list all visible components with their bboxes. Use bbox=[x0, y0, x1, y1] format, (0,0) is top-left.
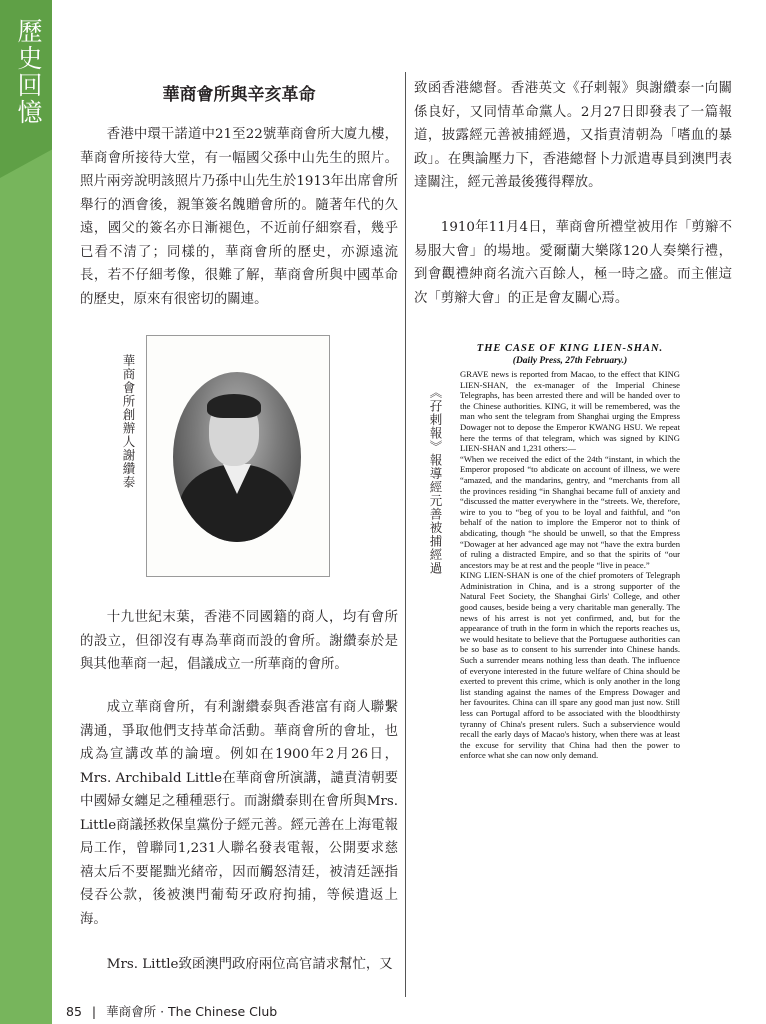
paragraph-founding: 十九世紀末葉，香港不同國籍的商人，均有會所的設立，但卻沒有專為華商而設的會所。謝纘泰於是與其他華商一起，倡議成立一所華商的會所。 bbox=[80, 610, 398, 672]
portrait-image bbox=[173, 372, 301, 542]
sidebar bbox=[0, 0, 52, 1024]
clipping-caption: 《孖剌報》報導經元善被捕經過 bbox=[428, 386, 443, 575]
paragraph-release: 致函香港總督。香港英文《孖剌報》與謝纘泰一向關係良好，又同情革命黨人。2月27日即發表了一篇報道，披露經元善被捕經過，又指責清朝為「嗜血的暴政」。在輿論壓力下，香港總督卜力派遣專員到澳門表達關注，經元善最後獲得釋放。 bbox=[414, 81, 732, 190]
newspaper-clipping bbox=[460, 343, 680, 963]
clipping-source: (Daily Press, 27th February.) bbox=[512, 356, 628, 366]
clipping-title: THE CASE OF KING LIEN-SHAN. bbox=[476, 343, 664, 354]
column-divider bbox=[405, 72, 406, 997]
article-title: 華商會所與辛亥革命 bbox=[162, 85, 316, 105]
photo-caption: 華商會所創辦人謝纘泰 bbox=[121, 354, 136, 489]
founder-photo bbox=[146, 335, 330, 577]
paragraph-reform: 成立華商會所，有利謝纘泰與香港富有商人聯繫溝通，爭取他們支持革命活動。華商會所的會址，也成為宣講改革的論壇。例如在1900年2月26日，Mrs. Archibald Little在華商會所演講，譴責清朝要中國婦女纏足之種種惡行。而謝纘泰則在會所與Mrs. Little商議拯救保皇黨份子經元善。經元善在上海電報局工作，曾聯同1,231人聯名發表電報，公開要求慈禧太后不要罷黜光緒帝，因而觸怒清廷，被清廷誣指侵吞公款，後被澳門葡萄牙政府拘捕，等候遣返上海。 bbox=[80, 700, 398, 927]
clipping-body: GRAVE news is reported from Macao, to the effect that KING LIEN-SHAN, the ex-manager of the Imperial Chinese Telegraphs, has been arrested there and will be handed over to the Chinese authorities. KING, it will be remembered, was the man who sent the telegram from Shanghai urging the Empress Dowager not to depose the Emperor KWANG HSU. We repeat here the terms of that telegram, which was signed by KING LIEN-SHAN and 1,231 others:— “When we received the edict of the 24th “instant, in which the Emperor proposed “to abdicate on account of illness, we were “amazed, and the mandarins, gentry, and “merchants from all the provinces residing “in Shanghai became full of anxiety and “discussed the matter everywhere in the “streets. We, therefore, wire to you to “beg of you to be loyal and faithful, and “on behalf of the nation to implore the Emperor not to think of abdicating, though “he should be unwell, so that the Empress “Dowager at her advanced age may not “have the extra burden of ruling a distracted Empire, and so that the spirits of “our ancestors may be at rest and the people “live in peace.” KING LIEN-SHAN is one of the chief promoters of Telegraph Administration in China, and is a strong supporter of the Natural Feet Society, the Shanghai Girls' College, and other good causes, beside being a very charitable man generally. The news of his arrest is not yet confirmed, and, but for the appearance of truth in the form in which the reports reaches us, we would hesitate to believe that the Portuguese authorities can be so base as to consent to his surrender into Chinese hands. Such a surrender means nothing less than death. The influence of everyone interested in the future welfare of China should be exerted to prevent this crime, which is only another in the long list standing against the names of the Empress Dowager and her favourites. China can ill spare any good man just now. Still less can Portugal afford to be associated with the bloodthirsty tyranny of China's present rulers. Such a subservience would recall the early days of Macao's history, when there was at least the excuse for servility that China had then the power to enforce what she can now only demand. bbox=[460, 369, 680, 761]
paragraph-intro: 香港中環干諾道中21至22號華商會所大廈九樓，華商會所接待大堂，有一幅國父孫中山先生的照片。照片兩旁說明該照片乃孫中山先生於1913年出席會所舉行的酒會後，親筆簽名餽贈會所的。隨著年代的久遠，國父的簽名亦日漸褪色，不近前仔細察看，幾乎已看不清了；同樣的，華商會所的歷史，亦源遠流長，若不仔細考像，很難了解，華商會所與中國革命的歷史，原來有很密切的關連。 bbox=[80, 127, 398, 307]
page-footer bbox=[66, 1002, 277, 1020]
paragraph-continued: Mrs. Little致函澳門政府兩位高官請求幫忙，又 bbox=[106, 957, 393, 972]
footer-separator: | bbox=[91, 1004, 97, 1019]
publication-name: 華商會所 · The Chinese Club bbox=[106, 1004, 278, 1019]
page-number: 85 bbox=[66, 1004, 82, 1019]
section-label: 歷史回憶 bbox=[14, 18, 43, 126]
paragraph-queue-cutting: 1910年11月4日，華商會所禮堂被用作「剪辮不易服大會」的場地。愛爾蘭大樂隊120人奏樂行禮，到會觀禮紳商名流六百餘人，極一時之盛。而主催這次「剪辮大會」的正是會友關心焉。 bbox=[414, 220, 732, 306]
